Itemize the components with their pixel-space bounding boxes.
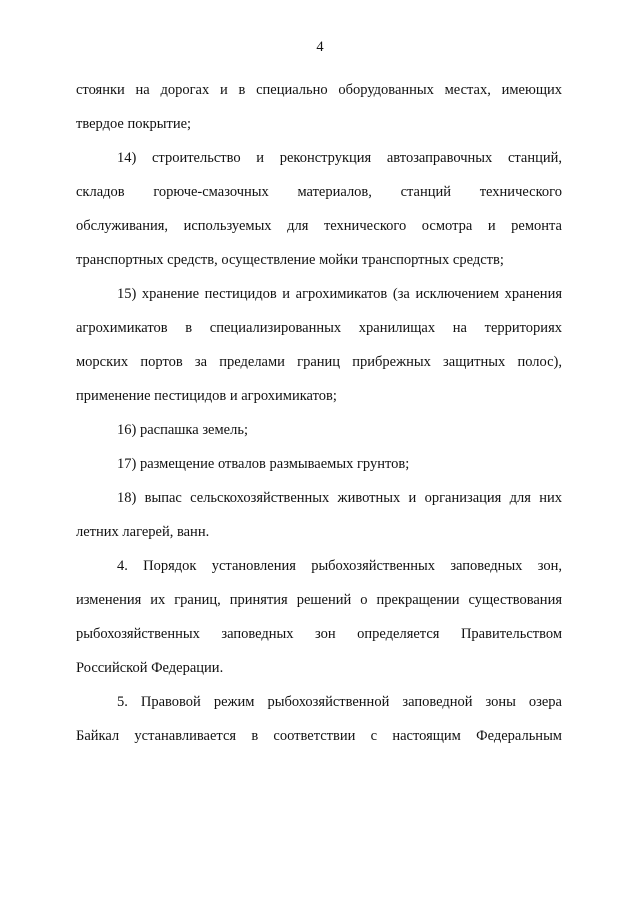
list-item-16 <box>76 413 562 447</box>
text-line: Байкал устанавливается в соответствии с настоящим Федеральным <box>76 728 562 744</box>
clause-5 <box>76 685 562 753</box>
text-line: Российской Федерации. <box>76 660 224 676</box>
text-line: транспортных средств, осуществление мойки транспортных средств; <box>76 252 504 268</box>
text-line: 18) выпас сельскохозяйственных животных и организация для них <box>117 490 562 506</box>
text-line: 17) размещение отвалов размываемых грунтов; <box>117 456 410 472</box>
text-line: изменения их границ, принятия решений о прекращении существования <box>76 592 562 608</box>
text-line: твердое покрытие; <box>76 116 192 132</box>
text-line: морских портов за пределами границ прибрежных защитных полос), <box>76 354 562 370</box>
page-number: 4 <box>316 39 324 55</box>
list-item-14 <box>76 141 562 277</box>
list-item-17 <box>76 447 562 481</box>
text-line: обслуживания, используемых для технического осмотра и ремонта <box>76 218 562 234</box>
paragraph-continuation <box>76 73 562 141</box>
text-line: летних лагерей, ванн. <box>76 524 210 540</box>
list-item-15 <box>76 277 562 413</box>
text-line: складов горюче-смазочных материалов, станций технического <box>76 184 562 200</box>
list-item-18 <box>76 481 562 549</box>
text-line: стоянки на дорогах и в специально оборудованных местах, имеющих <box>76 82 562 98</box>
clause-4 <box>76 549 562 685</box>
text-line: 5. Правовой режим рыбохозяйственной заповедной зоны озера <box>117 694 562 710</box>
text-line: 14) строительство и реконструкция автозаправочных станций, <box>117 150 562 166</box>
text-line: применение пестицидов и агрохимикатов; <box>76 388 337 404</box>
text-line: рыбохозяйственных заповедных зон определяется Правительством <box>76 626 562 642</box>
text-line: 16) распашка земель; <box>117 422 248 438</box>
text-line: 4. Порядок установления рыбохозяйственных заповедных зон, <box>117 558 562 574</box>
text-line: 15) хранение пестицидов и агрохимикатов (за исключением хранения <box>117 286 562 302</box>
text-line: агрохимикатов в специализированных хранилищах на территориях <box>76 320 562 336</box>
document-body <box>76 73 562 753</box>
